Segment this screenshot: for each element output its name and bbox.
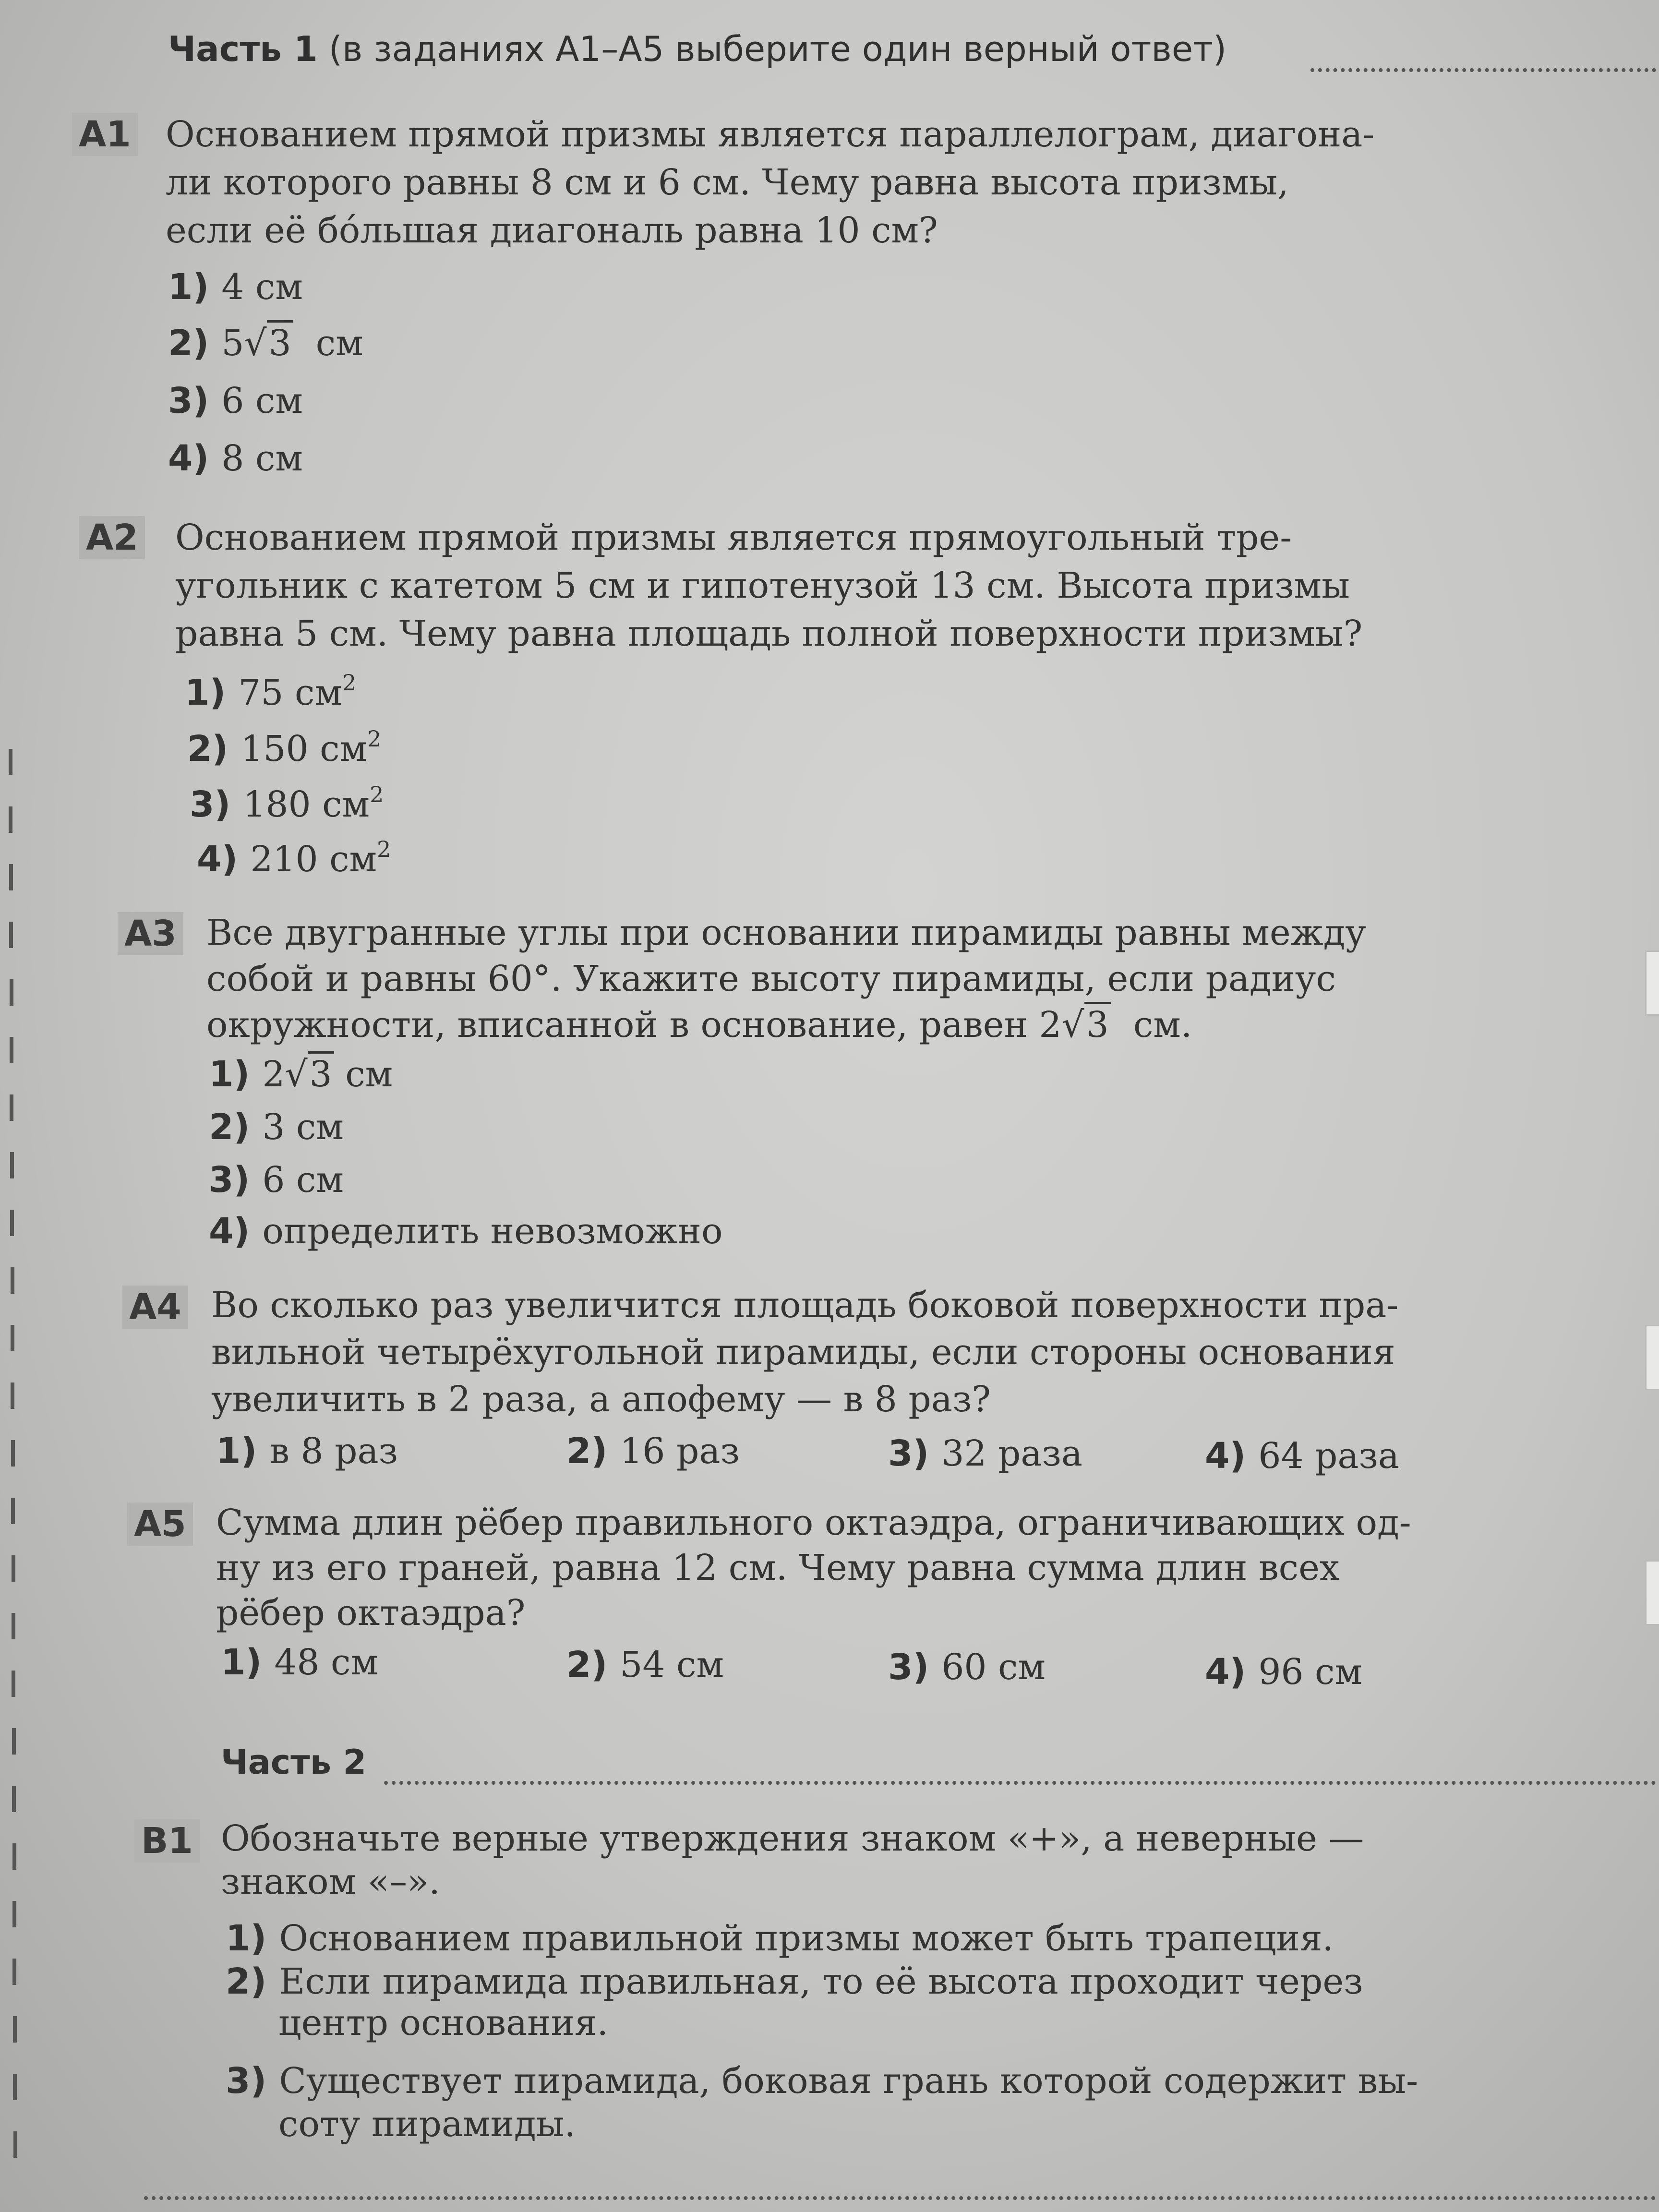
answer-option: 2) 150 $см^2$ <box>187 726 382 769</box>
answer-option: 4) 96 см <box>1205 1651 1363 1693</box>
question-a5-text: Сумма длин рёбер правильного октаэдра, ограничивающих од- ну из его граней, равна 12 см. Чему равна сумма длин всех рёбер октаэдра? <box>216 1502 1411 1634</box>
statement-item: 1) Основанием правильной призмы может быть трапеция. <box>226 1918 1334 1959</box>
page-edge-tab <box>1645 1325 1659 1390</box>
page-edge-tab <box>1645 950 1659 1016</box>
answer-option: 3) 32 раза <box>888 1433 1082 1474</box>
answer-option: 3) 60 см <box>888 1647 1046 1688</box>
cut-mark <box>10 1210 14 1236</box>
answer-option: 1) 2√3 см <box>209 1054 393 1095</box>
question-tag-b1: В1 <box>134 1819 200 1863</box>
answer-option: 1) 4 см <box>168 266 303 308</box>
cut-mark <box>9 922 13 948</box>
question-a3-text: Все двугранные углы при основании пирамиды равны между собой и равны 60°. Укажите высоту пирамиды, если радиус окружности, вписанной в основание, равен 2√3 см. <box>206 912 1366 1046</box>
cut-mark <box>12 1786 16 1812</box>
cut-mark <box>11 1267 14 1294</box>
question-tag-a2: А2 <box>79 516 145 559</box>
cut-mark <box>12 1901 16 1927</box>
answer-option: 1) 48 см <box>221 1642 379 1683</box>
cut-mark <box>12 1843 16 1870</box>
answer-option: 2) 16 раз <box>566 1431 740 1472</box>
cut-mark <box>10 1037 13 1063</box>
question-tag-a4: А4 <box>122 1286 188 1329</box>
part1-header <box>168 29 1226 69</box>
cut-mark <box>12 1555 15 1582</box>
answer-option: 4) 210 $см^2$ <box>197 836 391 880</box>
answer-option: 3) 180 $см^2$ <box>190 781 384 825</box>
part1-title: Часть 1 <box>168 29 318 69</box>
cut-mark <box>13 2016 17 2043</box>
question-tag-a1: А1 <box>72 113 138 156</box>
cut-mark <box>11 1498 15 1524</box>
cut-mark <box>9 749 12 775</box>
statement-item: 3) Существует пирамида, боковая грань которой содержит вы- соту пирамиды. <box>226 2060 1419 2145</box>
question-a1-text: Основанием прямой призмы является параллелограм, диагона- ли которого равны 8 см и 6 см. Чему равна высота призмы, если её бóльшая диагональ равна 10 см? <box>166 114 1375 251</box>
cut-mark <box>13 2074 17 2100</box>
cut-mark <box>10 1152 14 1178</box>
answer-option: 2) 54 см <box>566 1644 724 1685</box>
answer-option: 2) 5√3 см <box>168 323 363 364</box>
answer-option: 3) 6 см <box>168 380 303 421</box>
cut-mark <box>13 2131 17 2158</box>
cut-mark <box>9 806 12 833</box>
question-b1-text: Обозначьте верные утверждения знаком «+», а неверные — знаком «–». <box>221 1818 1364 1902</box>
part2-dotted-line <box>384 1781 1656 1785</box>
answer-option: 1) 75 $см^2$ <box>185 670 357 713</box>
question-a2-text: Основанием прямой призмы является прямоугольный тре- угольник с катетом 5 см и гипотенузой 13 см. Высота призмы равна 5 см. Чему равна площадь полной поверхности призмы? <box>175 517 1363 654</box>
question-a4-text: Во сколько раз увеличится площадь боковой поверхности пра- вильной четырёхугольной пирамиды, если стороны основания увеличить в 2 раза, а апофему — в 8 раз? <box>211 1285 1399 1420</box>
cut-mark <box>10 1094 13 1121</box>
answer-option: 4) 8 см <box>168 438 303 479</box>
answer-option: 4) определить невозможно <box>209 1211 723 1252</box>
cut-mark <box>12 1728 16 1755</box>
cut-mark <box>10 979 13 1006</box>
answer-option: 1) в 8 раз <box>216 1431 398 1472</box>
cut-mark <box>11 1440 15 1467</box>
bottom-dotted-line <box>144 2196 1656 2200</box>
question-tag-a3: А3 <box>118 912 183 955</box>
cut-mark <box>12 1613 15 1639</box>
cut-mark <box>12 1959 16 1985</box>
cut-mark <box>12 1671 15 1697</box>
part2-title: Часть 2 <box>221 1743 367 1782</box>
cut-mark <box>11 1382 14 1409</box>
statement-item: 2) Если пирамида правильная, то её высота проходит через центр основания. <box>226 1961 1363 2044</box>
answer-option: 3) 6 см <box>209 1159 344 1201</box>
part1-instruction: (в заданиях А1–А5 выберите один верный ответ) <box>328 29 1227 69</box>
answer-option: 4) 64 раза <box>1205 1435 1399 1477</box>
page-edge-tab <box>1645 1560 1659 1625</box>
cut-mark <box>9 864 13 890</box>
cut-mark <box>11 1325 14 1351</box>
answer-option: 2) 3 см <box>209 1106 344 1148</box>
header-dotted-line <box>1310 68 1656 72</box>
question-tag-a5: А5 <box>127 1503 193 1546</box>
